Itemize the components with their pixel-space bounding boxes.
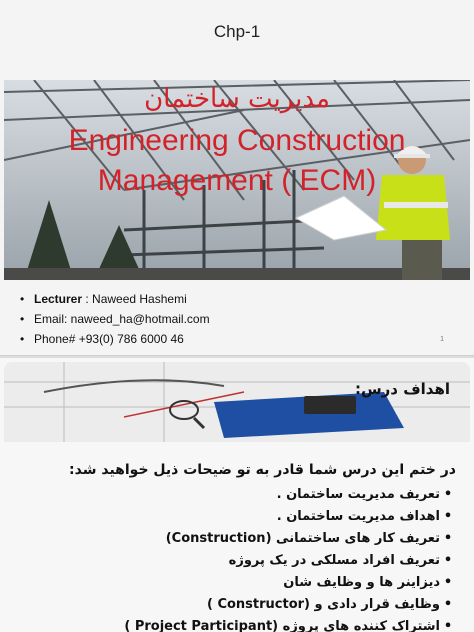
desk-tools-photo xyxy=(4,362,470,442)
lecturer-label: Lecturer xyxy=(34,292,83,306)
slide-2-intro: در ختم این درس شما قادر به تو ضیحات ذیل خواهید شد: xyxy=(69,462,456,478)
list-item: • اشتراک کننده های پروژه (Project Participant ) xyxy=(36,616,456,632)
objectives-list xyxy=(36,484,456,632)
slide-1-title: Chp-1 xyxy=(213,22,261,41)
list-item: • تعریف کار های ساختمانی (Construction) xyxy=(36,528,456,550)
lecturer-item xyxy=(20,289,460,309)
banner-title-farsi: مدیریت ساختمان xyxy=(144,84,330,114)
phone-item: • Phone# +93(0) 786 6000 46 xyxy=(20,329,460,349)
lecturer-name: : Naweed Hashemi xyxy=(82,292,187,306)
list-item: • تعریف افراد مسلکی در یک پروژه xyxy=(36,550,456,572)
slide-number: 1 xyxy=(440,336,444,343)
lecturer-info-list xyxy=(20,289,460,349)
slide-2-heading: اهداف درس: xyxy=(354,380,450,398)
list-item: • وظایف قرار دادی و (Constructor ) xyxy=(36,594,456,616)
list-item: • دیزاینر ها و وظایف شان xyxy=(36,572,456,594)
banner-title-line-2: Management ( ECM) xyxy=(97,164,377,197)
email-item: • Email: naweed_ha@hotmail.com xyxy=(20,309,460,329)
slide-2 xyxy=(0,358,474,632)
construction-banner xyxy=(4,80,470,280)
banner-title-line-1: Engineering Construction xyxy=(68,124,406,157)
list-item: • تعریف مدیریت ساختمان . xyxy=(36,484,456,506)
desk-tools-banner xyxy=(4,362,470,442)
list-item: • اهداف مدیریت ساختمان . xyxy=(36,506,456,528)
